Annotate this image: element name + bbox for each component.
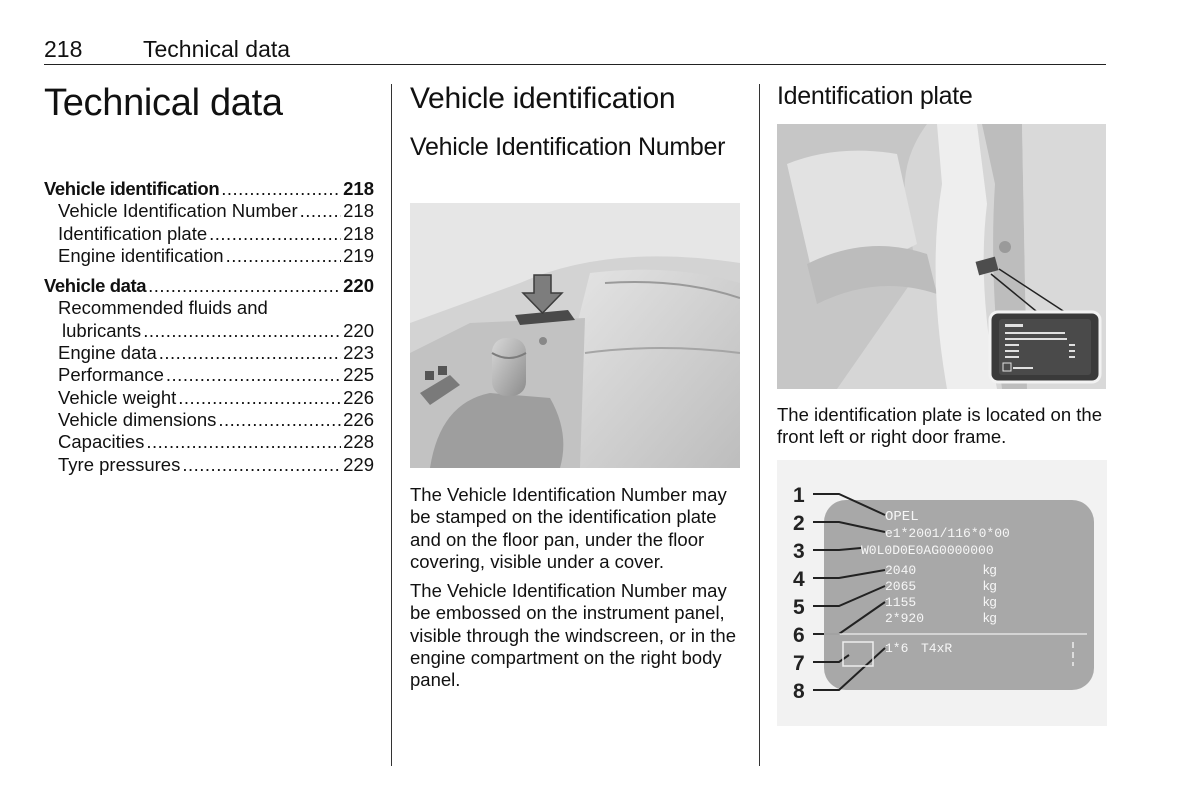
toc-page-number: 220 [343,275,374,297]
toc-leader-dots [178,387,341,409]
toc-page-number: 218 [343,222,374,244]
plate-column [777,82,1107,703]
toc-entry[interactable] [44,200,374,222]
toc-section-entry[interactable] [44,275,374,297]
callout-4: 4 [793,568,805,591]
toc-label: Vehicle Identification Number [58,200,298,222]
toc-label: lubricants [62,319,142,341]
toc-page-number: 226 [343,408,374,430]
callout-2: 2 [793,512,805,535]
toc-section-entry[interactable] [44,178,374,200]
callout-3: 3 [793,540,805,563]
identification-plate-diagram [777,460,1107,726]
toc-page-number: 218 [343,200,374,222]
toc-leader-dots [226,245,342,267]
toc-label: Identification plate [58,222,208,244]
toc-leader-dots [143,320,341,342]
toc-label: Performance [58,364,164,386]
toc-page-number: 218 [343,178,374,199]
column-divider [391,84,392,766]
toc-label: Capacities [58,431,145,453]
column-divider [759,84,760,766]
toc-entry[interactable] [44,409,374,431]
toc-leader-dots [218,409,341,431]
plate-location-text: The identification plate is located on the front left or right door frame. [777,404,1102,448]
plate-brand: OPEL [885,509,919,525]
toc-entry[interactable] [44,431,374,453]
unit-kg: kg [983,594,997,609]
toc-label: Engine data [58,342,157,364]
toc-label: Recommended fluids and [58,297,268,319]
toc-leader-dots [146,431,341,453]
plate-extra: T4xR [921,641,953,656]
paragraph: The Vehicle Identification Number may be stamped on the identification plate and on the floor pan, under the floor covering, visible under a cover. [410,484,727,572]
toc-entry[interactable] [44,245,374,267]
toc-entry[interactable] [44,387,374,409]
unit-kg: kg [983,578,997,593]
running-header: Technical data [143,36,291,62]
toc-page-number: 226 [343,386,374,408]
paragraph: The Vehicle Identification Number may be embossed on the instrument panel, visible through the windscreen, or in the engine compartment on the right body panel. [410,580,736,691]
subsection-heading: Vehicle Identification Number [410,133,726,161]
section-heading: Vehicle identification [410,82,676,115]
callout-8: 8 [793,680,805,703]
toc-page-number: 220 [343,319,374,341]
plate-weight-2: 2065 [885,579,917,594]
toc-page-number: 229 [343,453,374,475]
toc-leader-dots [182,454,341,476]
vin-description [410,484,742,699]
plate-weight-1: 2040 [885,563,917,578]
toc-entry[interactable] [44,364,374,386]
toc-label: Engine identification [58,244,224,266]
toc-page-number: 225 [343,364,374,386]
toc-leader-dots [300,200,342,222]
subsection-heading: Identification plate [777,82,973,110]
plate-approval: e1*2001/116*0*00 [885,526,1010,541]
toc-label: Vehicle identification [44,178,220,199]
page-number: 218 [44,36,83,62]
toc-page-number: 219 [343,244,374,266]
callout-6: 6 [793,624,805,647]
toc-entry[interactable] [44,223,374,245]
gear-lever-vin-location-illustration [410,203,740,468]
unit-kg: kg [983,610,997,625]
toc-entry[interactable] [44,297,374,319]
toc-page-number: 223 [343,342,374,364]
toc-label: Vehicle dimensions [58,408,217,430]
callout-1: 1 [793,484,805,507]
door-frame-plate-illustration [777,124,1106,389]
toc-leader-dots [166,364,341,386]
plate-code: 1*6 [885,641,909,656]
plate-vin: W0L0D0E0AG0000000 [861,543,994,558]
toc-label: Vehicle weight [58,386,177,408]
plate-weight-3: 1155 [885,595,917,610]
toc-label: Vehicle data [44,275,147,297]
vin-column [410,82,742,691]
table-of-contents [44,178,374,476]
toc-leader-dots [148,275,341,297]
toc-entry[interactable] [44,342,374,364]
header-rule [44,64,1106,65]
toc-leader-dots [159,342,341,364]
unit-kg: kg [983,562,997,577]
toc-entry[interactable] [44,320,374,342]
toc-leader-dots [221,178,341,200]
toc-entry[interactable] [44,454,374,476]
plate-weight-4: 2*920 [885,611,925,626]
chapter-title: Technical data [44,82,283,124]
callout-5: 5 [793,596,805,619]
toc-page-number: 228 [343,431,374,453]
callout-7: 7 [793,652,805,675]
toc-leader-dots [209,223,341,245]
toc-label: Tyre pressures [58,453,181,475]
toc-column [44,82,374,475]
